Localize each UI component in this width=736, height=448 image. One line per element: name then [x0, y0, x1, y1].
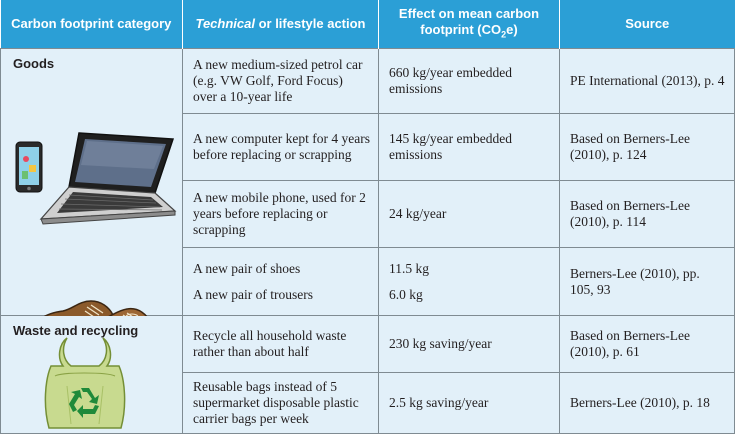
action-trousers: A new pair of trousers — [193, 286, 313, 302]
header-effect: Effect on mean carbon footprint $(CO_2e)$ — [379, 0, 560, 49]
effect-shoes: 11.5 kg — [389, 260, 429, 276]
source-cell: Berners-Lee (2010), p. 18 — [560, 373, 735, 434]
category-goods-label: Goods — [13, 56, 55, 71]
action-cell: A new medium-sized petrol car (e.g. VW Golf, Ford Focus) over a 10-year life — [183, 49, 379, 114]
table-row — [1, 49, 735, 114]
category-waste-label: Waste and recycling — [13, 323, 139, 338]
effect-cell: 145 kg/year embedded emissions — [379, 114, 560, 181]
effect-cell: 230 kg saving/year — [379, 316, 560, 373]
laptop-icon — [39, 129, 179, 229]
effect-cell: 24 kg/year — [379, 181, 560, 248]
action-shoes: A new pair of shoes — [193, 260, 301, 276]
header-action — [183, 0, 379, 49]
category-waste-cell — [1, 316, 183, 434]
effect-cell: 660 kg/year embedded emissions — [379, 49, 560, 114]
table-row — [1, 316, 735, 373]
header-source: Source — [560, 0, 735, 49]
action-cell: Recycle all household waste rather than about half — [183, 316, 379, 373]
action-cell: Reusable bags instead of 5 supermarket disposable plastic carrier bags per week — [183, 373, 379, 434]
header-action-rest: or lifestyle action — [254, 16, 366, 31]
effect-trousers: 6.0 kg — [389, 286, 423, 302]
header-action-italic: Technical — [195, 16, 255, 31]
source-cell: Based on Berners-Lee (2010), p. 124 — [560, 114, 735, 181]
action-cell — [183, 248, 379, 316]
header-row — [1, 0, 735, 49]
source-cell: Based on Berners-Lee (2010), p. 114 — [560, 181, 735, 248]
effect-cell — [379, 248, 560, 316]
category-goods-cell — [1, 49, 183, 316]
header-category: Carbon footprint category — [1, 0, 183, 49]
source-cell: Berners-Lee (2010), pp. 105, 93 — [560, 248, 735, 316]
source-cell: PE International (2013), p. 4 — [560, 49, 735, 114]
source-cell: Based on Berners-Lee (2010), p. 61 — [560, 316, 735, 373]
action-cell: A new computer kept for 4 years before replacing or scrapping — [183, 114, 379, 181]
action-cell: A new mobile phone, used for 2 years before replacing or scrapping — [183, 181, 379, 248]
effect-cell: 2.5 kg saving/year — [379, 373, 560, 434]
recycling-bag-icon — [37, 336, 133, 432]
